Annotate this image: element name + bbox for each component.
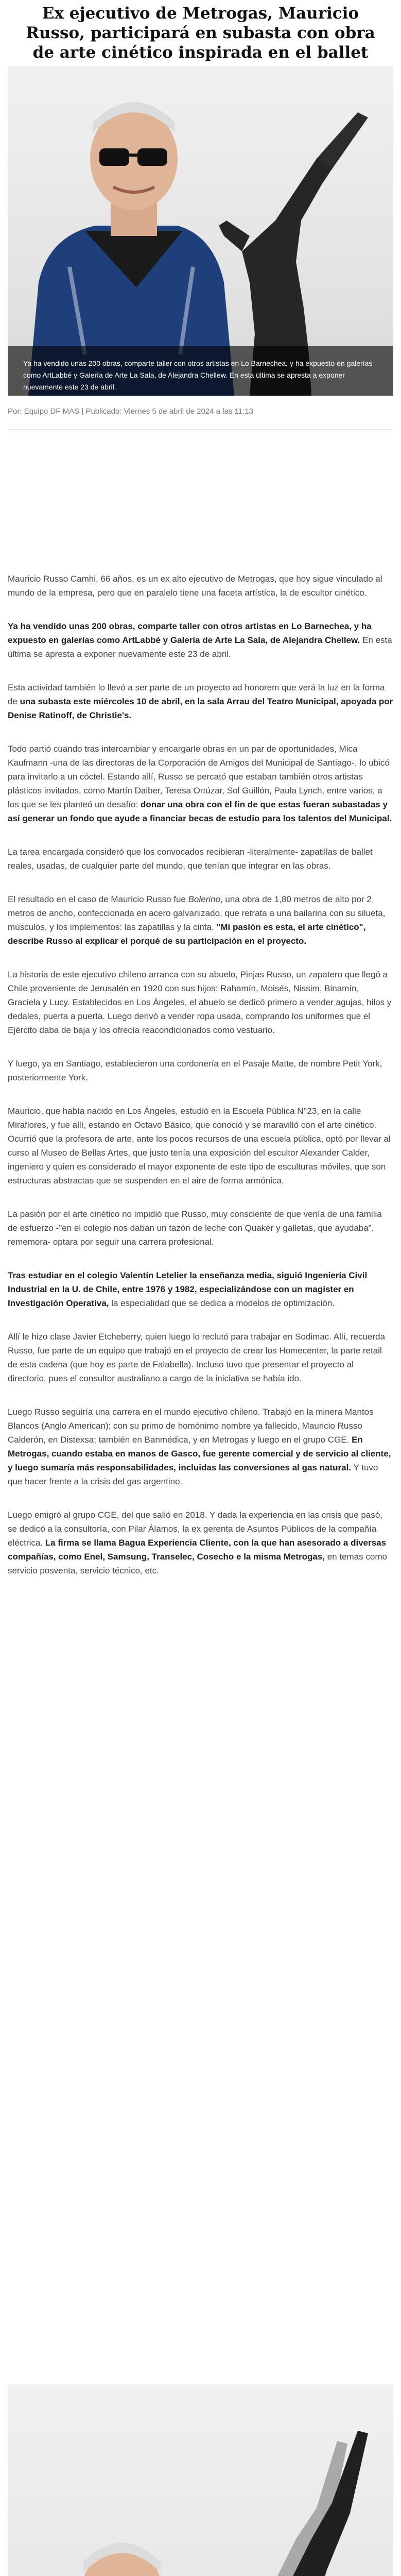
bold-text: donar una obra con el fin de que estas fueran subastadas y así generar un fondo que ayude a financiar becas de estudio para los talentos del Municipal. — [8, 800, 392, 823]
sculpture-photo — [8, 2384, 393, 2576]
paragraph-text: Y tuvo que hacer frente a la crisis del gas argentino. — [8, 1463, 378, 1486]
article-paragraph — [8, 1207, 393, 1249]
hero-photo — [8, 66, 393, 396]
hero-caption: Ya ha vendido unas 200 obras, comparte taller con otros artistas en Lo Barnechea, y ha expuesto en galerías como ArtLabbé y Galería de Arte La Sala, de Alejandra Chellew. En esta última se apresta a exponer nuevamente este 23 de abril. — [8, 346, 393, 396]
sculpture-illustration — [8, 2384, 393, 2576]
article-paragraph — [8, 1104, 393, 1188]
article-title: Ex ejecutivo de Metrogas, Mauricio Russo, participará en subasta con obra de arte cinético inspirada en el ballet — [26, 4, 375, 62]
article-paragraph — [8, 1057, 393, 1084]
article-paragraph — [8, 845, 393, 873]
paragraph-text: En esta última se apresta a exponer nuevamente este 23 de abril. — [8, 635, 392, 659]
article-paragraph — [8, 968, 393, 1037]
headline-area — [0, 0, 401, 66]
paragraph-text: Y luego, ya en Santiago, establecieron una cordonería en el Pasaje Matte, de nombre Petit York, posteriormente York. — [8, 1059, 382, 1082]
article-paragraph — [8, 1268, 393, 1310]
bold-text: Tras estudiar en el colegio Valentín Letelier la enseñanza media, siguió Ingeniería Civil Industrial en la U. de Chile, entre 1976 y 1982, especializándose con un magíster en Investigación Operativa, — [8, 1270, 368, 1308]
paragraph-text: La historia de este ejecutivo chileno arranca con su abuelo, Pinjas Russo, un zapatero que llegó a Chile proveniente de Jerusalén en 1920 con sus hijos: Rahamín, Moisés, Nissim, Binamín, Graciela y Lucy. Establecidos en Los Ángeles, el abuelo se dedicó primero a vender agujas, hilos y dedales, puerta a puerta. Luego derivó a vender ropa usada, comprando los uniformes que el Ejército daba de baja y los ofrecía reacondicionados como vestuario. — [8, 970, 392, 1035]
article-paragraph — [8, 1330, 393, 1385]
paragraph-text: la especialidad que se dedica a modelos de optimización. — [109, 1298, 335, 1308]
divider — [8, 429, 393, 430]
paragraph-text: Mauricio, que había nacido en Los Ángeles, estudió en la Escuela Pública N°23, en la calle Miraflores, y fue allí, estando en Octavo Básico, que conoció y se maravilló con el arte cinético. Ocurrió que la profesora de arte, ante los pocos recursos de una escuela pública, optó por llevar al curso al Museo de Bellas Artes, que justo tenía una exposición del escultor Alexander Calder, ingeniero y quien es considerado el mayor exponente de este tipo de esculturas móviles, que son estructuras abstractas que se suspenden en el aire de forma armónica. — [8, 1106, 391, 1185]
article-paragraph — [8, 892, 393, 948]
italic-text: Bolerino — [188, 894, 220, 904]
paragraph-text: Todo partió cuando tras intercambiar y encargarle obras en un par de oportunidades, Mica Kaufmann -una de las directoras de la Corporación de Amigos del Municipal de Santiago-, lo ubicó para invitarlo a un cóctel. Estando allí, Russo se percató que estaban también otros artistas plásticos invitados, como Martín Daiber, Teresa Ortúzar, Sol Guillón, Paula Lynch, entre varios, a los que se les planteó un desafío: — [8, 744, 390, 809]
article-paragraph — [8, 1405, 393, 1488]
article-paragraph — [8, 1508, 393, 1578]
paragraph-text: Allí le hizo clase Javier Etcheberry, quien luego lo reclutó para trabajar en Sodimac. Allí, recuerda Russo, fue parte de un equipo que trabajó en el proyecto de crear los Homecenter, la parte retail de esta cadena (que hoy es parte de Falabella). Incluso tuvo que presentar el proyecto al directorio, pues el consultor australiano a cargo de la iniciativa se había ido. — [8, 1332, 385, 1383]
paragraph-text: Mauricio Russo Camhi, 66 años, es un ex alto ejecutivo de Metrogas, que hoy sigue vinculado al mundo de la empresa, pero que en paralelo tiene una faceta artística, la de escultor cinético. — [8, 574, 382, 598]
paragraph-text: Esta actividad también lo llevó a ser parte de un proyecto ad honorem que verá la luz en la forma de — [8, 683, 385, 706]
byline: Por: Equipo DF MAS | Publicado: Viernes 5 de abril de 2024 a las 11:13 — [8, 407, 253, 416]
bold-text: La firma se llama Bagua Experiencia Cliente, con la que han asesorado a diversas compañías, como Enel, Samsung, Transelec, Cosecho e la misma Metrogas, — [8, 1538, 387, 1562]
paragraph-text: Luego Russo seguiría una carrera en el mundo ejecutivo chileno. Trabajó en la minera Mantos Blancos (Anglo American); con su primo de homónimo nombre ya fallecido, Mauricio Russo Calderón, en Distexsa; también en Banmédica, y en Metrogas y luego en el grupo CGE. — [8, 1407, 374, 1445]
paragraph-text: La tarea encargada consideró que los convocados recibieran -literalmente- zapatillas de ballet reales, usadas, de cualquier parte del mundo, que tenían que integrar en las obras. — [8, 847, 373, 871]
bold-text: una subasta este miércoles 10 de abril, en la sala Arrau del Teatro Municipal, apoyada por Denise Ratinoff, de Christie's. — [8, 697, 393, 720]
paragraph-text: en temas como servicio posventa, servicio técnico, etc. — [8, 1552, 387, 1575]
bold-text: Ya ha vendido unas 200 obras, comparte taller con otros artistas en Lo Barnechea, y ha expuesto en galerías como ArtLabbé y Galería de Arte La Sala, de Alejandra Chellew. — [8, 621, 372, 645]
paragraph-text: La pasión por el arte cinético no impidió que Russo, muy consciente de que venía de una familia de esfuerzo -"en el colegio nos daban un tazón de leche con Quaker y galletas, que ayudaba", rememora- optara por seguir una carrera profesional. — [8, 1209, 382, 1247]
paragraph-text: El resultado en el caso de Mauricio Russo fue — [8, 894, 188, 904]
paragraph-text: , una obra de 1,80 metros de alto por 2 metros de ancho, confeccionada en acero galvanizado, que retrata a una bailarina con su silueta, músculos, y los implementos: las zapatillas y la cinta. — [8, 894, 386, 932]
paragraph-text: Luego emigró al grupo CGE, del que salió en 2018. Y dada la experiencia en las crisis que pasó, se dedicó a la consultoría, con Pilar Álamos, la ex gerenta de Asuntos Públicos de la compañía eléctrica. — [8, 1510, 383, 1548]
article-paragraph — [8, 572, 393, 600]
article-paragraph — [8, 681, 393, 722]
article-body — [8, 572, 393, 1597]
bold-text: "Mi pasión es esta, el arte cinético", describe Russo al explicar el porqué de su participación en el proyecto. — [8, 922, 366, 946]
bold-text: En Metrogas, cuando estaba en manos de Gasco, fue gerente comercial y de servicio al cliente, y luego sumaría más responsabilidades, incluidas las conversiones al gas natural. — [8, 1435, 391, 1472]
article-paragraph — [8, 742, 393, 825]
article-paragraph — [8, 619, 393, 661]
